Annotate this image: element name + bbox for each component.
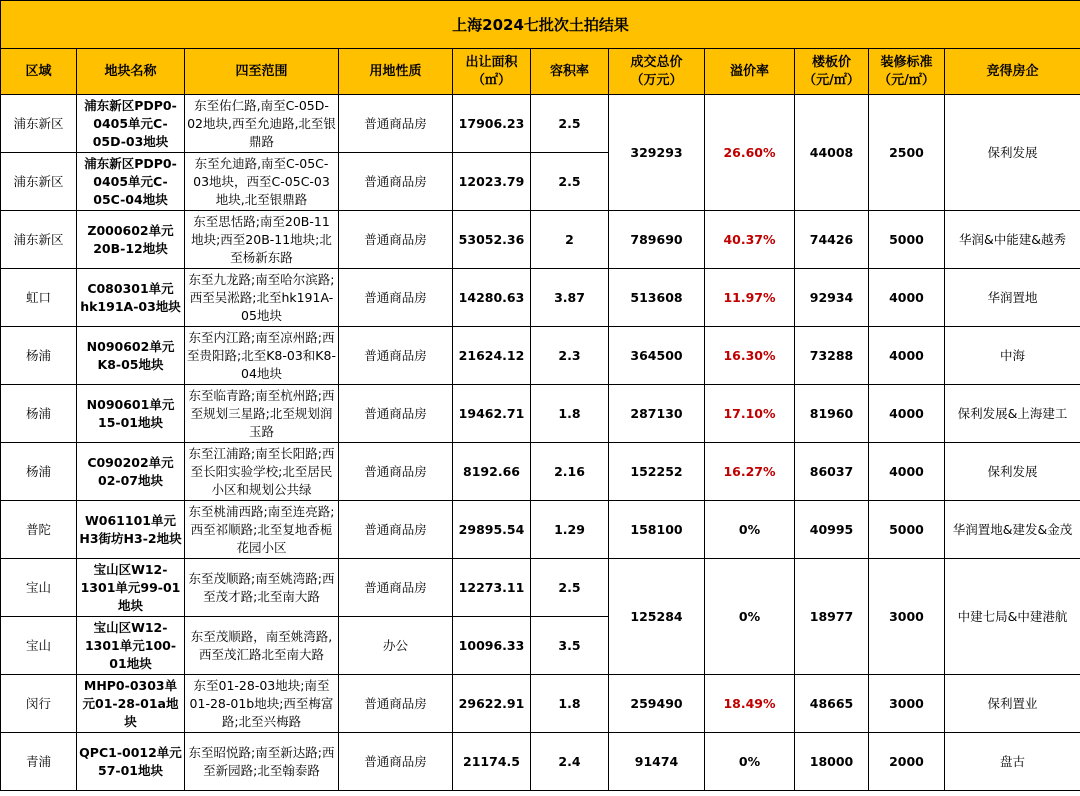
- header-developer: 竞得房企: [945, 49, 1080, 95]
- cell-floor-price: 40995: [795, 501, 869, 559]
- cell-deco-std: 3000: [869, 675, 945, 733]
- cell-boundaries: 东至临青路;南至杭州路;西至规划三星路;北至规划润玉路: [185, 385, 339, 443]
- cell-deco-std: 4000: [869, 269, 945, 327]
- cell-far: 2.16: [531, 443, 609, 501]
- table-row: [1, 733, 1080, 791]
- cell-far: 2.5: [531, 153, 609, 211]
- cell-land-use: 普通商品房: [339, 501, 453, 559]
- cell-total-price: 513608: [609, 269, 705, 327]
- cell-district: 杨浦: [1, 385, 77, 443]
- cell-land-use: 普通商品房: [339, 733, 453, 791]
- cell-deco-std: 4000: [869, 327, 945, 385]
- cell-developer: 盘古: [945, 733, 1080, 791]
- cell-boundaries: 东至佑仁路,南至C-05D-02地块,西至允迪路,北至银鼎路: [185, 95, 339, 153]
- cell-deco-std: 2500: [869, 95, 945, 211]
- table-row: [1, 211, 1080, 269]
- cell-area: 14280.63: [453, 269, 531, 327]
- cell-boundaries: 东至桃浦西路;南至连亮路;西至祁顺路;北至复地香栀花园小区: [185, 501, 339, 559]
- cell-district: 宝山: [1, 559, 77, 617]
- table-row: [1, 675, 1080, 733]
- cell-deco-std: 4000: [869, 385, 945, 443]
- cell-area: 21174.5: [453, 733, 531, 791]
- cell-area: 53052.36: [453, 211, 531, 269]
- cell-floor-price: 81960: [795, 385, 869, 443]
- cell-land-use: 办公: [339, 617, 453, 675]
- cell-premium: 11.97%: [705, 269, 795, 327]
- cell-land-use: 普通商品房: [339, 95, 453, 153]
- cell-far: 2.4: [531, 733, 609, 791]
- cell-far: 2.5: [531, 559, 609, 617]
- cell-total-price: 329293: [609, 95, 705, 211]
- table-row: [1, 269, 1080, 327]
- header-premium: 溢价率: [705, 49, 795, 95]
- cell-deco-std: 2000: [869, 733, 945, 791]
- cell-total-price: 287130: [609, 385, 705, 443]
- cell-boundaries: 东至茂顺路，南至姚湾路,西至茂汇路北至南大路: [185, 617, 339, 675]
- cell-far: 2: [531, 211, 609, 269]
- cell-boundaries: 东至江浦路;南至长阳路;西至长阳实验学校;北至居民小区和规划公共绿: [185, 443, 339, 501]
- cell-boundaries: 东至思恬路;南至20B-11地块;西至20B-11地块;北至杨新东路: [185, 211, 339, 269]
- cell-total-price: 125284: [609, 559, 705, 675]
- cell-premium: 16.30%: [705, 327, 795, 385]
- cell-plot-name: N090602单元K8-05地块: [77, 327, 185, 385]
- cell-plot-name: MHP0-0303单元01-28-01a地块: [77, 675, 185, 733]
- cell-floor-price: 18000: [795, 733, 869, 791]
- cell-district: 普陀: [1, 501, 77, 559]
- table-row: [1, 559, 1080, 617]
- cell-boundaries: 东至九龙路;南至哈尔滨路;西至吴淞路;北至hk191A-05地块: [185, 269, 339, 327]
- cell-floor-price: 48665: [795, 675, 869, 733]
- cell-district: 宝山: [1, 617, 77, 675]
- cell-premium: 40.37%: [705, 211, 795, 269]
- cell-deco-std: 5000: [869, 501, 945, 559]
- cell-land-use: 普通商品房: [339, 443, 453, 501]
- cell-area: 29622.91: [453, 675, 531, 733]
- table-row: [1, 95, 1080, 153]
- header-plot-name: 地块名称: [77, 49, 185, 95]
- cell-premium: 16.27%: [705, 443, 795, 501]
- cell-boundaries: 东至内江路;南至凉州路;西至贵阳路;北至K8-03和K8-04地块: [185, 327, 339, 385]
- cell-premium: 0%: [705, 501, 795, 559]
- cell-plot-name: N090601单元15-01地块: [77, 385, 185, 443]
- cell-plot-name: 浦东新区PDP0-0405单元C-05D-03地块: [77, 95, 185, 153]
- cell-floor-price: 74426: [795, 211, 869, 269]
- cell-far: 1.29: [531, 501, 609, 559]
- header-floor-price: 楼板价 （元/㎡）: [795, 49, 869, 95]
- header-deco-std: 装修标准 （元/㎡）: [869, 49, 945, 95]
- cell-floor-price: 18977: [795, 559, 869, 675]
- cell-floor-price: 73288: [795, 327, 869, 385]
- cell-total-price: 152252: [609, 443, 705, 501]
- cell-land-use: 普通商品房: [339, 559, 453, 617]
- cell-plot-name: 宝山区W12-1301单元99-01地块: [77, 559, 185, 617]
- cell-land-use: 普通商品房: [339, 385, 453, 443]
- cell-area: 29895.54: [453, 501, 531, 559]
- cell-area: 21624.12: [453, 327, 531, 385]
- cell-district: 浦东新区: [1, 211, 77, 269]
- header-total-price: 成交总价 （万元）: [609, 49, 705, 95]
- cell-total-price: 364500: [609, 327, 705, 385]
- cell-floor-price: 92934: [795, 269, 869, 327]
- cell-deco-std: 4000: [869, 443, 945, 501]
- cell-boundaries: 东至茂顺路;南至姚湾路;西至茂才路;北至南大路: [185, 559, 339, 617]
- cell-land-use: 普通商品房: [339, 269, 453, 327]
- cell-premium: 26.60%: [705, 95, 795, 211]
- cell-far: 2.5: [531, 95, 609, 153]
- cell-deco-std: 5000: [869, 211, 945, 269]
- cell-district: 青浦: [1, 733, 77, 791]
- cell-plot-name: C090202单元02-07地块: [77, 443, 185, 501]
- cell-deco-std: 3000: [869, 559, 945, 675]
- cell-premium: 18.49%: [705, 675, 795, 733]
- cell-district: 虹口: [1, 269, 77, 327]
- cell-area: 17906.23: [453, 95, 531, 153]
- cell-district: 杨浦: [1, 327, 77, 385]
- cell-boundaries: 东至允迪路,南至C-05C-03地块，西至C-05C-03地块,北至银鼎路: [185, 153, 339, 211]
- cell-far: 1.8: [531, 385, 609, 443]
- header-area: 出让面积 （㎡）: [453, 49, 531, 95]
- cell-developer: 华润置地&建发&金茂: [945, 501, 1080, 559]
- cell-district: 闵行: [1, 675, 77, 733]
- cell-area: 19462.71: [453, 385, 531, 443]
- cell-plot-name: QPC1-0012单元57-01地块: [77, 733, 185, 791]
- cell-area: 12273.11: [453, 559, 531, 617]
- cell-land-use: 普通商品房: [339, 211, 453, 269]
- cell-district: 杨浦: [1, 443, 77, 501]
- cell-boundaries: 东至昭悦路;南至新达路;西至新园路;北至翰泰路: [185, 733, 339, 791]
- cell-total-price: 789690: [609, 211, 705, 269]
- cell-district: 浦东新区: [1, 95, 77, 153]
- header-land-use: 用地性质: [339, 49, 453, 95]
- cell-far: 3.5: [531, 617, 609, 675]
- cell-land-use: 普通商品房: [339, 675, 453, 733]
- cell-land-use: 普通商品房: [339, 327, 453, 385]
- cell-total-price: 158100: [609, 501, 705, 559]
- cell-total-price: 259490: [609, 675, 705, 733]
- cell-far: 3.87: [531, 269, 609, 327]
- header-far: 容积率: [531, 49, 609, 95]
- header-district: 区域: [1, 49, 77, 95]
- cell-developer: 保利置业: [945, 675, 1080, 733]
- cell-plot-name: Z000602单元20B-12地块: [77, 211, 185, 269]
- table-row: [1, 443, 1080, 501]
- cell-premium: 0%: [705, 733, 795, 791]
- cell-total-price: 91474: [609, 733, 705, 791]
- table-title: 上海2024七批次土拍结果: [1, 1, 1080, 49]
- cell-far: 2.3: [531, 327, 609, 385]
- cell-area: 8192.66: [453, 443, 531, 501]
- cell-developer: 保利发展: [945, 95, 1080, 211]
- cell-land-use: 普通商品房: [339, 153, 453, 211]
- cell-far: 1.8: [531, 675, 609, 733]
- cell-premium: 17.10%: [705, 385, 795, 443]
- cell-developer: 华润置地: [945, 269, 1080, 327]
- header-boundaries: 四至范围: [185, 49, 339, 95]
- cell-premium: 0%: [705, 559, 795, 675]
- table-row: [1, 385, 1080, 443]
- cell-area: 12023.79: [453, 153, 531, 211]
- cell-plot-name: W061101单元H3街坊H3-2地块: [77, 501, 185, 559]
- cell-plot-name: 宝山区W12-1301单元100-01地块: [77, 617, 185, 675]
- cell-plot-name: 浦东新区PDP0-0405单元C-05C-04地块: [77, 153, 185, 211]
- cell-developer: 中海: [945, 327, 1080, 385]
- table-row: [1, 501, 1080, 559]
- cell-developer: 华润&中能建&越秀: [945, 211, 1080, 269]
- cell-developer: 保利发展&上海建工: [945, 385, 1080, 443]
- table-row: [1, 327, 1080, 385]
- cell-developer: 中建七局&中建港航: [945, 559, 1080, 675]
- cell-floor-price: 86037: [795, 443, 869, 501]
- cell-plot-name: C080301单元hk191A-03地块: [77, 269, 185, 327]
- cell-developer: 保利发展: [945, 443, 1080, 501]
- cell-area: 10096.33: [453, 617, 531, 675]
- cell-floor-price: 44008: [795, 95, 869, 211]
- cell-boundaries: 东至01-28-03地块;南至01-28-01b地块;西至梅富路;北至兴梅路: [185, 675, 339, 733]
- cell-district: 浦东新区: [1, 153, 77, 211]
